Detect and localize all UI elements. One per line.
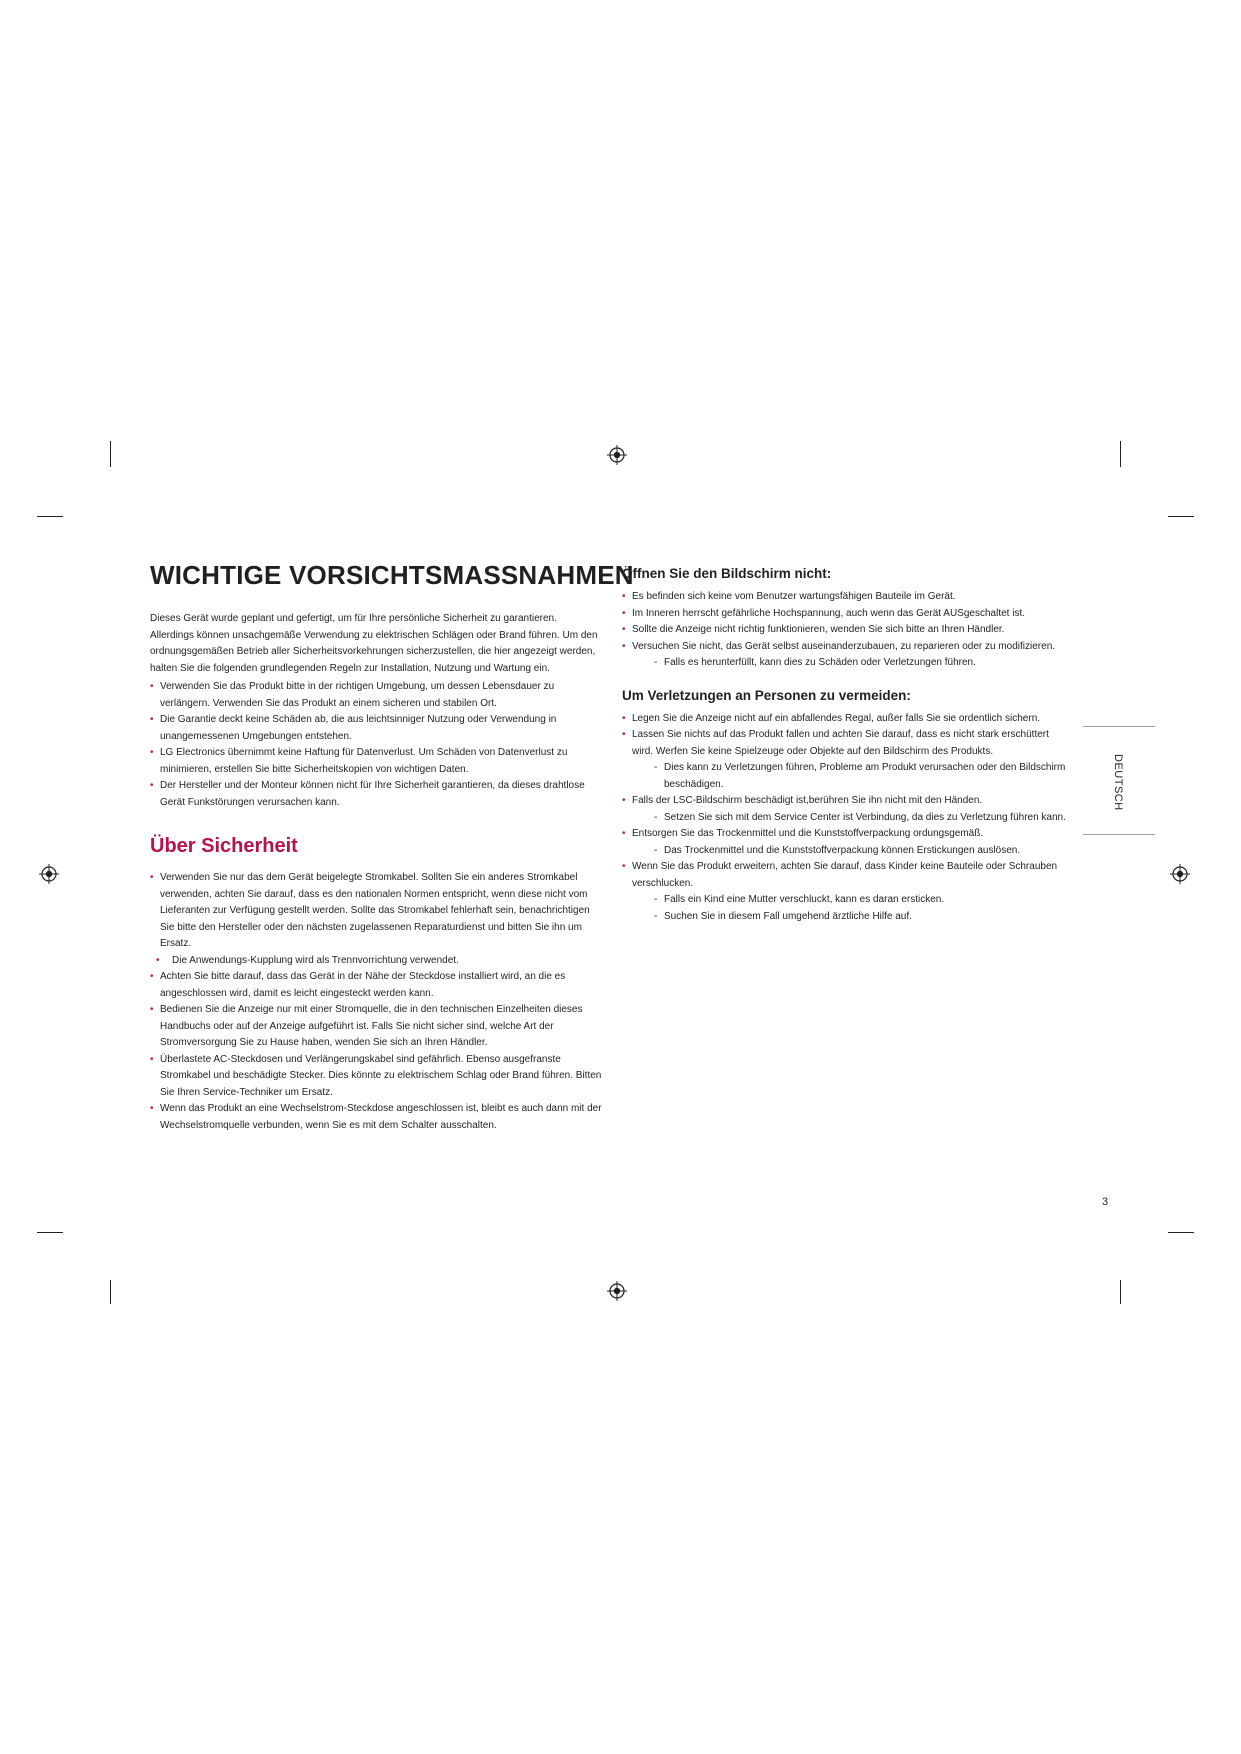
heading-open-screen: Öffnen Sie den Bildschirm nicht:	[622, 566, 832, 581]
dash-icon: -	[654, 844, 658, 856]
bullet-icon: •	[622, 729, 626, 740]
precaution-list	[150, 679, 602, 811]
crop-mark-right-upper	[1168, 516, 1194, 517]
list-item: • Legen Sie die Anzeige nicht auf ein abfallendes Regal, außer falls Sie sie ordentlich sichern.	[622, 711, 1072, 728]
list-item: • Bedienen Sie die Anzeige nur mit einer Stromquelle, die in den technischen Einzelheiten dieses Handbuchs oder auf der Anzeige aufgeführt ist. Falls Sie nicht sicher sind, welche Art der Stromversorgung Sie zu Hause haben, wenden Sie sich an Ihren Händler.	[150, 1004, 583, 1048]
list-item: • Lassen Sie nichts auf das Produkt fallen und achten Sie darauf, dass es nicht stark erschüttert wird. Werfen Sie keine Spielzeuge oder Objekte auf den Bildschirm des Produkts. - Dies kann zu Verletzungen führen, Probleme am Produkt verursachen oder den Bildschirm beschädigen.	[622, 727, 1072, 793]
right-column	[622, 566, 1072, 925]
safety-list	[150, 870, 602, 1134]
bullet-icon: •	[150, 780, 154, 791]
list-item: • Wenn Sie das Produkt erweitern, achten Sie darauf, dass Kinder keine Bauteile oder Schrauben verschlucken. - Falls ein Kind eine Mutter verschluckt, kann es daran ersticken. - Suchen Sie in diesem Fall umgehend ärztliche Hilfe auf.	[622, 859, 1072, 925]
language-label: DEUTSCH	[1112, 753, 1124, 811]
crop-mark-right-lower	[1168, 1232, 1194, 1233]
bullet-icon: •	[150, 1103, 154, 1114]
list-item: • Entsorgen Sie das Trockenmittel und die Kunststoffverpackung ordungsgemäß. - Das Trockenmittel und die Kunststoffverpackung können Erstickungen auslösen.	[622, 826, 1072, 859]
registration-target-icon	[607, 1281, 627, 1301]
crop-mark-bottom-left	[110, 1280, 111, 1304]
sub-list-item: - Suchen Sie in diesem Fall umgehend ärztliche Hilfe auf.	[654, 909, 1072, 926]
bullet-icon: •	[150, 971, 154, 982]
page-title: WICHTIGE VORSICHTSMASSNAHMEN	[150, 560, 634, 590]
section-title-safety: Über Sicherheit	[150, 835, 298, 857]
bullet-icon: •	[622, 591, 626, 602]
dash-icon: -	[654, 762, 658, 773]
dash-icon: -	[654, 910, 658, 922]
list-item: • Im Inneren herrscht gefährliche Hochspannung, auch wenn das Gerät AUSgeschaltet ist.	[622, 606, 1072, 623]
dash-icon: -	[654, 811, 658, 823]
dash-icon: -	[654, 894, 658, 905]
bullet-icon: •	[150, 681, 154, 692]
sub-list	[632, 655, 1072, 672]
registration-target-icon	[1170, 864, 1190, 884]
bullet-icon: •	[622, 712, 626, 724]
page-number: 3	[1102, 1196, 1109, 1208]
list-item: • Wenn das Produkt an eine Wechselstrom-Steckdose angeschlossen ist, bleibt es auch dann mit der Wechselstromquelle verbunden, wenn Sie es mit dem Schalter ausschalten.	[150, 1103, 602, 1131]
crop-mark-left-upper	[37, 516, 63, 517]
intro-paragraph: Dieses Gerät wurde geplant und gefertigt, um für Ihre persönliche Sicherheit zu garantieren. Allerdings können unsachgemäße Verwendung zu elektrischen Schlägen oder Brand führen. Um den ordnungsgemäßen Betrieb aller Sicherheitsvorkehrungen sicherzustellen, die hier angezeigt werden, halten Sie die folgenden grundlegenden Regeln zur Installation, Nutzung und Wartung ein.	[150, 613, 598, 674]
crop-mark-top-right	[1120, 441, 1121, 467]
bullet-icon: •	[150, 872, 154, 883]
dash-icon: -	[654, 657, 658, 668]
open-screen-list	[622, 589, 1072, 672]
list-item: • Die Anwendungs-Kupplung wird als Trennvorrichtung verwendet.	[150, 953, 602, 970]
crop-mark-left-lower	[37, 1232, 63, 1233]
sub-list-item: - Dies kann zu Verletzungen führen, Probleme am Produkt verursachen oder den Bildschirm beschädigen.	[654, 762, 1066, 790]
bullet-icon: •	[150, 1004, 154, 1015]
list-item: • Die Garantie deckt keine Schäden ab, die aus leichtsinniger Nutzung oder Verwendung in unangemessenen Umgebungen entstehen.	[150, 714, 557, 742]
sub-list	[632, 892, 1072, 925]
crop-mark-top-left	[110, 441, 111, 467]
sub-list	[632, 843, 1072, 860]
list-item: • Achten Sie bitte darauf, dass das Gerät in der Nähe der Steckdose installiert wird, an die es angeschlossen wird, damit es leicht eingesteckt werden kann.	[150, 971, 566, 999]
list-item: • Der Hersteller und der Monteur können nicht für Ihre Sicherheit garantieren, da dieses drahtlose Gerät Funkstörungen verursachen kann.	[150, 780, 585, 808]
left-column	[150, 560, 634, 1134]
bullet-icon: •	[622, 861, 626, 872]
bullet-icon: •	[622, 795, 626, 806]
list-item: • Verwenden Sie nur das dem Gerät beigelegte Stromkabel. Sollten Sie ein anderes Stromkabel verwenden, achten Sie darauf, dass es den nationalen Normen entspricht, wenn diese nicht vom Lieferanten zur Verfügung gestellt werden. Sollte das Stromkabel fehlerhaft sein, benachrichtigen Sie bitte den Hersteller oder den nächsten zugelassenen Reparaturdienst und bitten Sie ihn um Ersatz.	[150, 872, 590, 949]
list-item: • Es befinden sich keine vom Benutzer wartungsfähigen Bauteile im Gerät.	[622, 589, 1072, 606]
bullet-icon: •	[150, 714, 154, 725]
bullet-icon: •	[622, 828, 626, 839]
list-item: • Verwenden Sie das Produkt bitte in der richtigen Umgebung, um dessen Lebensdauer zu verlängern. Verwenden Sie das Produkt an einem sicheren und stabilen Ort.	[150, 681, 555, 709]
sub-list	[632, 810, 1072, 827]
sub-list-item: - Das Trockenmittel und die Kunststoffverpackung können Erstickungen auslösen.	[654, 843, 1072, 860]
list-item: • LG Electronics übernimmt keine Haftung für Datenverlust. Um Schäden von Datenverlust zu minimieren, erstellen Sie bitte Sicherheitskopien von wichtigen Daten.	[150, 747, 568, 775]
injury-list	[622, 711, 1072, 926]
list-item: • Falls der LSC-Bildschirm beschädigt ist,berühren Sie ihn nicht mit den Händen. - Setzen Sie sich mit dem Service Center ist Verbindung, da dies zu Verletzung führen kann.	[622, 793, 1072, 826]
bullet-icon: •	[156, 954, 160, 966]
sub-list-item: - Falls es herunterfüllt, kann dies zu Schäden oder Verletzungen führen.	[654, 655, 1072, 672]
sub-list-item: - Setzen Sie sich mit dem Service Center ist Verbindung, da dies zu Verletzung führen kann.	[654, 810, 1072, 827]
heading-avoid-injury: Um Verletzungen an Personen zu vermeiden:	[622, 687, 911, 703]
side-rule-top	[1083, 726, 1155, 727]
list-item: • Versuchen Sie nicht, das Gerät selbst auseinanderzubauen, zu reparieren oder zu modifizieren. - Falls es herunterfüllt, kann dies zu Schäden oder Verletzungen führen.	[622, 639, 1072, 672]
bullet-icon: •	[622, 640, 626, 652]
bullet-icon: •	[622, 607, 626, 619]
list-item: • Sollte die Anzeige nicht richtig funktionieren, wenden Sie sich bitte an Ihren Händler.	[622, 622, 1072, 639]
registration-target-icon	[607, 445, 627, 465]
sub-list	[632, 760, 1072, 793]
registration-target-icon	[39, 864, 59, 884]
sub-list-item: - Falls ein Kind eine Mutter verschluckt, kann es daran ersticken.	[654, 892, 1072, 909]
crop-mark-bottom-right	[1120, 1280, 1121, 1304]
bullet-icon: •	[150, 1053, 154, 1065]
bullet-icon: •	[150, 747, 154, 758]
side-rule-bottom	[1083, 834, 1155, 835]
list-item: • Überlastete AC-Steckdosen und Verlängerungskabel sind gefährlich. Ebenso ausgefranste Stromkabel und beschädigte Stecker. Dies könnte zu elektrischem Schlag oder Brand führen. Bitten Sie Ihren Service-Techniker um Ersatz.	[150, 1053, 602, 1098]
bullet-icon: •	[622, 624, 626, 635]
